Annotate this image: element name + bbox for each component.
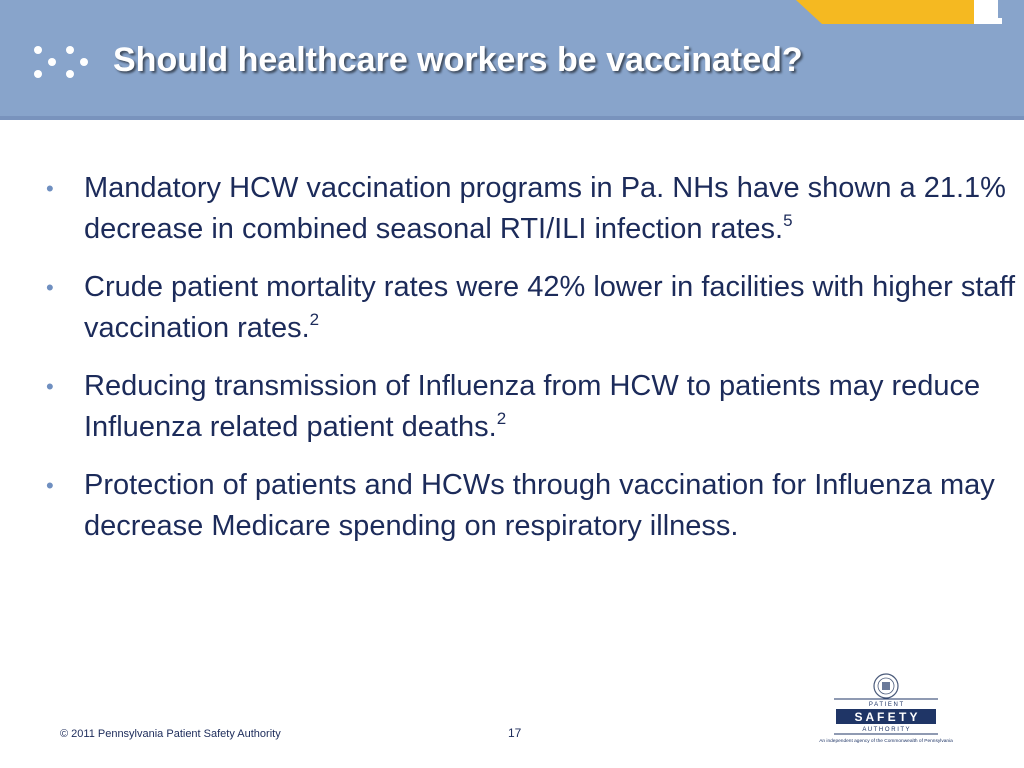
seal-icon	[874, 674, 898, 698]
logo-line-patient: P A T I E N T	[868, 702, 904, 708]
corner-accent-slant	[796, 0, 822, 24]
corner-accent-blue	[1002, 0, 1024, 24]
bullet-mark: •	[46, 473, 54, 498]
bullet-item	[46, 267, 1016, 349]
footer-copyright: © 2011 Pennsylvania Patient Safety Authority	[60, 728, 281, 740]
page-number: 17	[508, 726, 522, 740]
bullet-reference: 2	[496, 409, 507, 428]
bullet-reference: 2	[309, 310, 320, 329]
bullet-item	[46, 465, 1016, 547]
corner-accent-yellow	[822, 0, 974, 24]
slide-title: Should healthcare workers be vaccinated?	[113, 41, 803, 79]
bullet-text: Protection of patients and HCWs through vaccination for Influenza may decrease Medicare spending on respiratory illness.	[84, 469, 995, 542]
logo-line-safety: S A F E T Y	[854, 710, 918, 724]
bullet-dots-icon	[32, 44, 88, 80]
bullet-item	[46, 366, 1016, 448]
bullet-text: Mandatory HCW vaccination programs in Pa. NHs have shown a 21.1% decrease in combined seasonal RTI/ILI infection rates.	[84, 172, 1006, 245]
bullet-text: Reducing transmission of Influenza from HCW to patients may reduce Influenza related patient deaths.	[84, 370, 981, 443]
header-band	[0, 116, 1024, 120]
bullet-reference: 5	[783, 211, 793, 230]
logo-tagline: An independent agency of the Commonwealth of Pennsylvania	[819, 739, 953, 744]
corner-accent-inner	[978, 0, 1002, 18]
logo-line-authority: A U T H O R I T Y	[862, 727, 910, 733]
patient-safety-logo	[812, 672, 960, 746]
bullet-list	[46, 168, 1016, 564]
bullet-mark: •	[46, 176, 54, 201]
bullet-mark: •	[46, 374, 54, 399]
bullet-mark: •	[46, 275, 54, 300]
bullet-text: Crude patient mortality rates were 42% lower in facilities with higher staff vaccination rates.	[84, 271, 1016, 344]
bullet-item	[46, 168, 1016, 250]
